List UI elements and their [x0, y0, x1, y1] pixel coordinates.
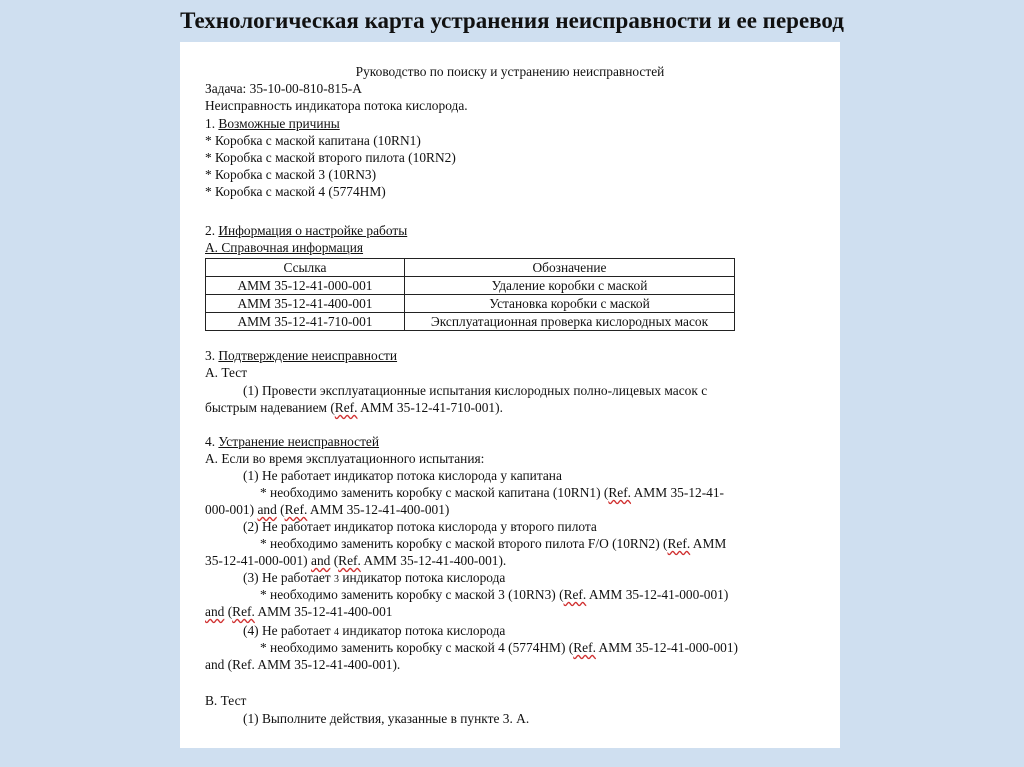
text-fragment: 000-001) — [205, 502, 258, 517]
text-fragment: 35-12-41-000-001) — [205, 553, 311, 568]
case-4-action-continued: and (Ref. AMM 35-12-41-400-001). — [205, 657, 401, 672]
ref-label: Ref. — [667, 536, 691, 551]
text-fragment: (3) Не работает — [243, 570, 334, 585]
table-row — [206, 313, 735, 331]
reference-info-heading: A. Справочная информация — [205, 240, 364, 255]
slide-title: Технологическая карта устранения неисправности и ее перевод — [180, 8, 844, 33]
case-2-heading: (2) Не работает индикатор потока кислорода у второго пилота — [243, 519, 597, 534]
section-2-heading — [205, 223, 407, 239]
section-1-number: 1. — [205, 116, 219, 131]
ref-label: Ref. — [334, 400, 358, 415]
case-3-action-continued — [205, 604, 392, 620]
text-fragment: AMM 35-12-41-400-001). — [360, 553, 507, 568]
and-word: and — [257, 502, 277, 517]
table-header: Ссылка — [206, 259, 405, 277]
reference-table — [205, 258, 735, 331]
test-step-continued — [205, 400, 503, 416]
text-fragment: быстрым надеванием ( — [205, 400, 335, 415]
ref-label: Ref. — [284, 502, 308, 517]
text-fragment: AMM 35-12-41- — [631, 485, 725, 500]
section-4-heading — [205, 434, 379, 450]
section-1-heading — [205, 116, 340, 132]
table-header: Обозначение — [405, 259, 735, 277]
section-3-heading — [205, 348, 397, 364]
section-4-number: 4. — [205, 434, 219, 449]
case-1-heading: (1) Не работает индикатор потока кислорода у капитана — [243, 468, 562, 483]
table-cell: Удаление коробки с маской — [405, 277, 735, 295]
test-subheading: A. Тест — [205, 365, 248, 380]
section-4-title: Устранение неисправностей — [218, 434, 380, 449]
final-test-step: (1) Выполните действия, указанные в пункте 3. A. — [243, 711, 530, 726]
case-number: 3 — [334, 574, 339, 585]
text-fragment: ( — [330, 553, 339, 568]
text-fragment: AMM 35-12-41-710-001). — [357, 400, 503, 415]
text-fragment: * необходимо заменить коробку с маской 3 (10RN3) ( — [260, 587, 564, 602]
table-cell: AMM 35-12-41-710-001 — [206, 313, 405, 331]
fault-line: Неисправность индикатора потока кислорода. — [205, 98, 468, 113]
section-1-title: Возможные причины — [218, 116, 340, 131]
table-cell: AMM 35-12-41-000-001 — [206, 277, 405, 295]
table-cell: Эксплуатационная проверка кислородных масок — [405, 313, 735, 331]
table-cell: AMM 35-12-41-400-001 — [206, 295, 405, 313]
case-3-action — [260, 587, 728, 603]
section-3-title: Подтверждение неисправности — [218, 348, 398, 363]
case-3-heading — [243, 570, 505, 588]
task-line: Задача: 35-10-00-810-815-A — [205, 81, 362, 96]
section-2-number: 2. — [205, 223, 219, 238]
and-word: and — [311, 553, 331, 568]
text-fragment: индикатор потока кислорода — [339, 570, 506, 585]
ref-label: Ref. — [608, 485, 632, 500]
doc-heading: Руководство по поиску и устранению неисправностей — [355, 64, 665, 79]
text-fragment: (4) Не работает — [243, 623, 334, 638]
text-fragment: индикатор потока кислорода — [339, 623, 506, 638]
case-2-action-continued — [205, 553, 506, 569]
text-fragment: AMM 35-12-41-000-001) — [595, 640, 739, 655]
cause-item: * Коробка с маской 4 (5774HM) — [205, 184, 386, 199]
case-4-action — [260, 640, 738, 656]
cause-item: * Коробка с маской капитана (10RN1) — [205, 133, 421, 148]
table-cell: Установка коробки с маской — [405, 295, 735, 313]
text-fragment: AMM 35-12-41-000-001) — [586, 587, 729, 602]
ref-label: Ref. — [232, 604, 255, 619]
text-fragment: * необходимо заменить коробку с маской 4 (5774HM) ( — [260, 640, 574, 655]
table-row — [206, 295, 735, 313]
cause-item: * Коробка с маской 3 (10RN3) — [205, 167, 377, 182]
ref-label: Ref. — [573, 640, 596, 655]
case-4-heading — [243, 623, 505, 641]
case-number: 4 — [334, 627, 339, 638]
case-1-action-continued — [205, 502, 449, 518]
ref-label: Ref. — [338, 553, 361, 568]
document-page — [180, 42, 840, 748]
troubleshoot-subheading: A. Если во время эксплуатационного испытания: — [205, 451, 485, 466]
table-row — [206, 277, 735, 295]
test-step: (1) Провести эксплуатационные испытания кислородных полно-лицевых масок с — [243, 383, 708, 398]
text-fragment: ( — [224, 604, 233, 619]
text-fragment: AMM 35-12-41-400-001 — [254, 604, 393, 619]
ref-label: Ref. — [563, 587, 587, 602]
text-fragment: ( — [276, 502, 285, 517]
text-fragment: AMM — [690, 536, 727, 551]
table-header-row — [206, 259, 735, 277]
and-word: and — [205, 604, 225, 619]
section-2-title: Информация о настройке работы — [218, 223, 408, 238]
text-fragment: AMM 35-12-41-400-001) — [307, 502, 450, 517]
text-fragment: * необходимо заменить коробку с маской капитана (10RN1) ( — [260, 485, 609, 500]
final-test-subheading: B. Тест — [205, 693, 247, 708]
case-2-action — [260, 536, 726, 552]
text-fragment: * необходимо заменить коробку с маской второго пилота F/O (10RN2) ( — [260, 536, 668, 551]
cause-item: * Коробка с маской второго пилота (10RN2) — [205, 150, 456, 165]
section-3-number: 3. — [205, 348, 219, 363]
case-1-action — [260, 485, 724, 501]
